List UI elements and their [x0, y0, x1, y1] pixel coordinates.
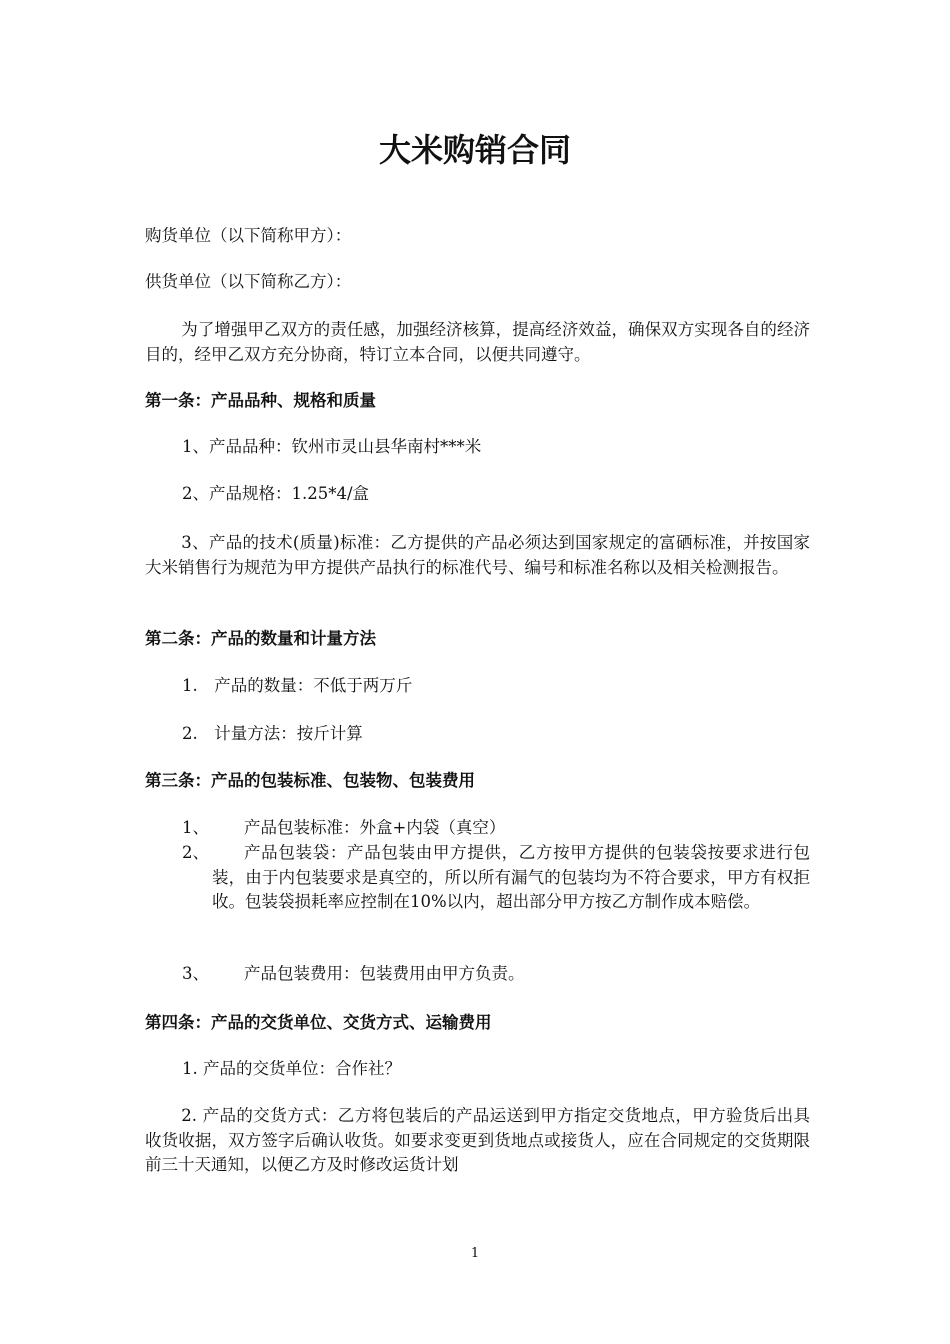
- list-number: 1、: [182, 818, 209, 837]
- list-number: 3、: [182, 964, 209, 983]
- page-number: 1: [470, 1246, 480, 1261]
- article3-item3: [182, 962, 810, 987]
- article3-item2: [182, 841, 810, 915]
- article4-heading: 第四条：产品的交货单位、交货方式、运输费用: [145, 1013, 492, 1032]
- buyer-line: 购货单位（以下简称甲方）：: [145, 226, 352, 245]
- list-text: 产品包装费用：包装费用由甲方负责。: [244, 964, 525, 983]
- article2-item1: 1. 产品的数量：不低于两万斤: [182, 676, 413, 695]
- list-text: 产品包装袋：产品包装由甲方提供，乙方按甲方提供的包装袋按要求进行包装，由于内包装要求是真空的，所以所有漏气的包装均为不符合要求，甲方有权拒收。包装袋损耗率应控制在10%以内，超出部分甲方按乙方制作成本赔偿。: [212, 843, 810, 911]
- document-title: 大米购销合同: [378, 131, 571, 169]
- article4-item1: 1. 产品的交货单位：合作社？: [182, 1059, 401, 1078]
- article3-item1: [182, 816, 810, 841]
- article2-heading: 第二条：产品的数量和计量方法: [145, 629, 376, 648]
- article2-item2: 2. 计量方法：按斤计算: [182, 724, 363, 743]
- seller-line: 供货单位（以下简称乙方）：: [145, 272, 352, 291]
- preamble-paragraph: 为了增强甲乙双方的责任感，加强经济核算，提高经济效益，确保双方实现各自的经济目的，经甲乙双方充分协商，特订立本合同，以便共同遵守。: [145, 320, 810, 364]
- article1-item1: 1、产品品种：钦州市灵山县华南村***米: [182, 437, 482, 456]
- article4-item2: 2. 产品的交货方式：乙方将包装后的产品运送到甲方指定交货地点，甲方验货后出具收货收据，双方签字后确认收货。如要求变更到货地点或接货人，应在合同规定的交货期限前三十天通知，以便乙方及时修改运货计划: [145, 1106, 810, 1174]
- article1-heading: 第一条：产品品种、规格和质量: [145, 391, 376, 410]
- list-number: 2、: [182, 843, 209, 862]
- article3-heading: 第三条：产品的包装标准、包装物、包装费用: [145, 771, 475, 790]
- list-text: 产品包装标准：外盒+内袋（真空）: [244, 818, 506, 837]
- article1-item2: 2、产品规格：1.25*4/盒: [182, 484, 370, 503]
- article1-item3: 3、产品的技术(质量)标准：乙方提供的产品必须达到国家规定的富硒标准，并按国家大米销售行为规范为甲方提供产品执行的标准代号、编号和标准名称以及相关检测报告。: [145, 533, 810, 577]
